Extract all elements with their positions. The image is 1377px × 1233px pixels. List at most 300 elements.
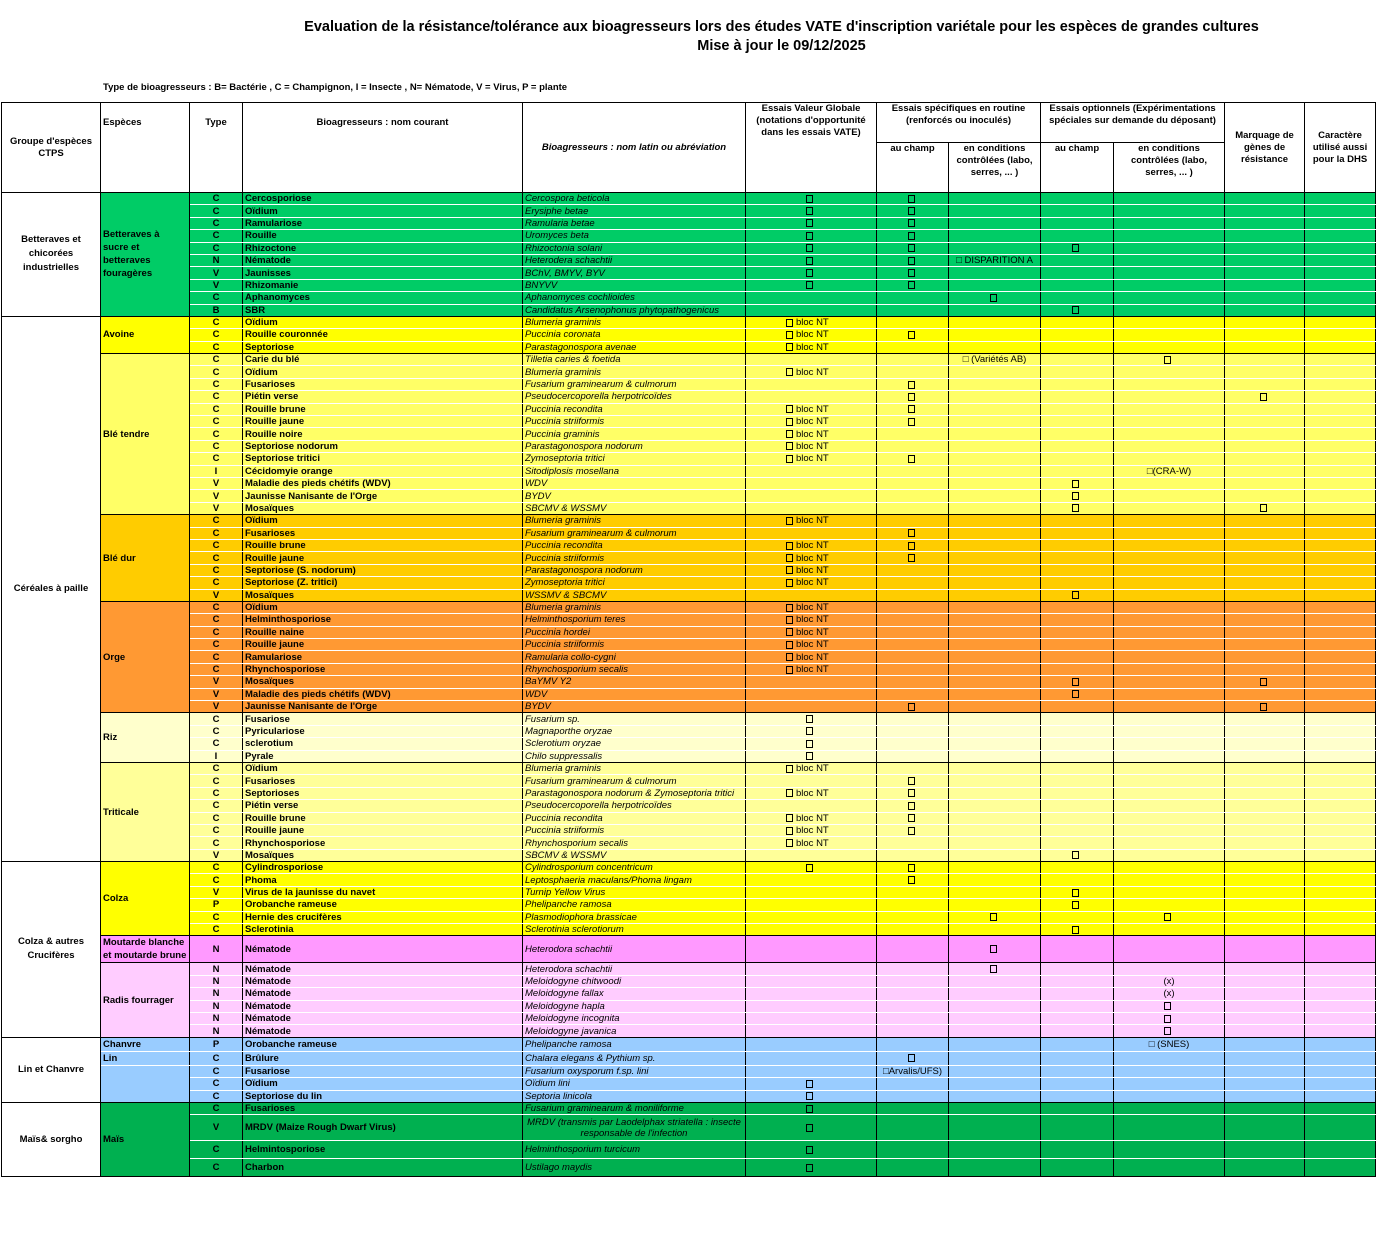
dhs-cell	[1305, 862, 1376, 874]
spec-conditions-cell	[949, 738, 1041, 750]
valeur-globale-cell	[746, 279, 877, 291]
opt-champ-cell	[1041, 453, 1114, 465]
common-name-cell: Nématode	[243, 254, 523, 266]
type-cell: C	[190, 217, 243, 229]
checkbox-icon	[806, 864, 813, 872]
latin-name-cell: Meloidogyne javanica	[523, 1025, 746, 1037]
type-cell: C	[190, 626, 243, 638]
type-cell: C	[190, 762, 243, 774]
common-name-cell: Charbon	[243, 1159, 523, 1177]
dhs-cell	[1305, 527, 1376, 539]
spec-champ-cell	[877, 701, 949, 713]
checkbox-icon	[786, 343, 793, 351]
checkbox-icon	[786, 814, 793, 822]
opt-champ-cell	[1041, 911, 1114, 923]
checkbox-icon	[786, 579, 793, 587]
dhs-cell	[1305, 490, 1376, 502]
type-cell: C	[190, 577, 243, 589]
marquage-cell	[1225, 676, 1305, 688]
dhs-cell	[1305, 453, 1376, 465]
type-cell: C	[190, 515, 243, 527]
checkbox-icon	[1260, 504, 1267, 512]
spec-conditions-cell	[949, 577, 1041, 589]
opt-champ-cell	[1041, 527, 1114, 539]
latin-name-cell: Puccinia hordei	[523, 626, 746, 638]
species-cell: Blé dur	[101, 515, 190, 602]
spec-conditions-cell	[949, 862, 1041, 874]
opt-champ-cell	[1041, 465, 1114, 477]
spec-conditions-cell	[949, 762, 1041, 774]
latin-name-cell: Meloidogyne fallax	[523, 988, 746, 1000]
marquage-cell	[1225, 862, 1305, 874]
species-cell: Moutarde blanche et moutarde brune	[101, 936, 190, 963]
opt-champ-cell	[1041, 701, 1114, 713]
spec-conditions-cell	[949, 1102, 1041, 1114]
spec-champ-cell	[877, 527, 949, 539]
type-cell: C	[190, 725, 243, 737]
dhs-cell	[1305, 329, 1376, 341]
opt-conditions-cell	[1114, 936, 1225, 963]
valeur-globale-cell	[746, 886, 877, 898]
spec-champ-cell	[877, 911, 949, 923]
dhs-cell	[1305, 254, 1376, 266]
table-row	[2, 1051, 1376, 1065]
checkbox-icon	[806, 232, 813, 240]
latin-name-cell: Fusarium graminearum & moniliforme	[523, 1102, 746, 1114]
spec-champ-cell	[877, 1159, 949, 1177]
marquage-cell	[1225, 1025, 1305, 1037]
table-row	[2, 552, 1376, 564]
common-name-cell: Mosaïques	[243, 502, 523, 514]
type-cell: C	[190, 614, 243, 626]
latin-name-cell: BaYMV Y2	[523, 676, 746, 688]
dhs-cell	[1305, 713, 1376, 725]
common-name-cell: Jaunisse Nanisante de l'Orge	[243, 701, 523, 713]
opt-champ-cell	[1041, 1000, 1114, 1012]
opt-conditions-cell	[1114, 988, 1225, 1000]
type-cell: C	[190, 1102, 243, 1114]
opt-conditions-cell	[1114, 639, 1225, 651]
col-marquage: Marquage de gènes de résistance	[1225, 103, 1305, 193]
type-cell: C	[190, 292, 243, 304]
latin-name-cell: Sitodiplosis mosellana	[523, 465, 746, 477]
marquage-cell	[1225, 963, 1305, 975]
spec-conditions-cell	[949, 713, 1041, 725]
checkbox-icon	[908, 1054, 915, 1062]
dhs-cell	[1305, 651, 1376, 663]
spec-conditions-cell	[949, 440, 1041, 452]
checkbox-icon	[1072, 306, 1079, 314]
type-cell: C	[190, 416, 243, 428]
marquage-cell	[1225, 936, 1305, 963]
type-cell: N	[190, 975, 243, 987]
opt-champ-cell	[1041, 812, 1114, 824]
type-cell: C	[190, 316, 243, 328]
type-cell: C	[190, 378, 243, 390]
table-row	[2, 1090, 1376, 1102]
latin-name-cell: Rhynchosporium secalis	[523, 663, 746, 675]
dhs-cell	[1305, 1013, 1376, 1025]
table-row	[2, 762, 1376, 774]
checkbox-icon	[1260, 703, 1267, 711]
mark-text: bloc NT	[796, 564, 829, 576]
spec-conditions-cell	[949, 329, 1041, 341]
col-opt-conditions: en conditions contrôlées (labo, serres, ... )	[1114, 143, 1225, 193]
spec-champ-cell	[877, 676, 949, 688]
spec-conditions-cell	[949, 1013, 1041, 1025]
common-name-cell: Piétin verse	[243, 800, 523, 812]
valeur-globale-cell	[746, 477, 877, 489]
valeur-globale-cell	[746, 713, 877, 725]
checkbox-icon	[1072, 591, 1079, 599]
common-name-cell: Helmintosporiose	[243, 1141, 523, 1159]
document-title	[0, 18, 1377, 56]
common-name-cell: Septoriose	[243, 341, 523, 353]
marquage-cell	[1225, 564, 1305, 576]
checkbox-icon	[908, 529, 915, 537]
opt-champ-cell	[1041, 366, 1114, 378]
common-name-cell: Sclerotinia	[243, 924, 523, 936]
common-name-cell: Jaunisses	[243, 267, 523, 279]
col-nom-courant: Bioagresseurs : nom courant	[243, 103, 523, 193]
common-name-cell: Rouille jaune	[243, 416, 523, 428]
table-row	[2, 1025, 1376, 1037]
spec-champ-cell	[877, 775, 949, 787]
common-name-cell: Mosaïques	[243, 849, 523, 861]
table-row	[2, 453, 1376, 465]
checkbox-icon	[908, 244, 915, 252]
latin-name-cell: Candidatus Arsenophonus phytopathogenicus	[523, 304, 746, 316]
opt-conditions-cell	[1114, 800, 1225, 812]
type-cell: N	[190, 936, 243, 963]
spec-champ-cell	[877, 1000, 949, 1012]
valeur-globale-cell	[746, 564, 877, 576]
opt-conditions-cell	[1114, 1115, 1225, 1141]
dhs-cell	[1305, 688, 1376, 700]
group-cell: Colza & autres Crucifères	[2, 862, 101, 1038]
opt-conditions-cell	[1114, 292, 1225, 304]
table-row	[2, 329, 1376, 341]
opt-conditions-cell	[1114, 490, 1225, 502]
common-name-cell: Cylindrosporiose	[243, 862, 523, 874]
opt-champ-cell	[1041, 762, 1114, 774]
table-row	[2, 676, 1376, 688]
valeur-globale-cell	[746, 292, 877, 304]
spec-conditions-cell	[949, 378, 1041, 390]
marquage-cell	[1225, 465, 1305, 477]
dhs-cell	[1305, 304, 1376, 316]
valeur-globale-cell	[746, 988, 877, 1000]
common-name-cell: Brûlure	[243, 1051, 523, 1065]
marquage-cell	[1225, 292, 1305, 304]
latin-name-cell: Blumeria graminis	[523, 515, 746, 527]
table-row	[2, 975, 1376, 987]
valeur-globale-cell	[746, 614, 877, 626]
table-row	[2, 440, 1376, 452]
type-cell: C	[190, 539, 243, 551]
type-cell: C	[190, 564, 243, 576]
opt-champ-cell	[1041, 292, 1114, 304]
marquage-cell	[1225, 701, 1305, 713]
checkbox-icon	[806, 1146, 813, 1154]
spec-champ-cell	[877, 193, 949, 205]
dhs-cell	[1305, 874, 1376, 886]
opt-conditions-cell	[1114, 341, 1225, 353]
latin-name-cell: BChV, BMYV, BYV	[523, 267, 746, 279]
valeur-globale-cell	[746, 304, 877, 316]
opt-conditions-cell	[1114, 391, 1225, 403]
common-name-cell: Hernie des crucifères	[243, 911, 523, 923]
marquage-cell	[1225, 899, 1305, 911]
resistance-table	[1, 102, 1376, 1177]
spec-conditions-cell	[949, 750, 1041, 762]
spec-conditions-cell	[949, 886, 1041, 898]
type-cell: I	[190, 465, 243, 477]
type-cell: C	[190, 713, 243, 725]
mark-text: bloc NT	[796, 763, 829, 775]
opt-conditions-cell	[1114, 924, 1225, 936]
table-row	[2, 477, 1376, 489]
common-name-cell: Rhynchosporiose	[243, 663, 523, 675]
opt-champ-cell	[1041, 899, 1114, 911]
table-row	[2, 341, 1376, 353]
dhs-cell	[1305, 366, 1376, 378]
type-cell: V	[190, 676, 243, 688]
latin-name-cell: Phelipanche ramosa	[523, 899, 746, 911]
dhs-cell	[1305, 988, 1376, 1000]
type-cell: C	[190, 428, 243, 440]
opt-conditions-cell	[1114, 279, 1225, 291]
valeur-globale-cell	[746, 453, 877, 465]
spec-conditions-cell	[949, 1115, 1041, 1141]
opt-conditions-cell	[1114, 527, 1225, 539]
mark-text: bloc NT	[796, 540, 829, 552]
opt-champ-cell	[1041, 988, 1114, 1000]
spec-champ-cell	[877, 1115, 949, 1141]
spec-champ-cell	[877, 1065, 949, 1077]
valeur-globale-cell	[746, 725, 877, 737]
opt-conditions-cell	[1114, 1013, 1225, 1025]
opt-conditions-cell	[1114, 676, 1225, 688]
spec-champ-cell	[877, 292, 949, 304]
spec-conditions-cell	[949, 911, 1041, 923]
latin-name-cell: Meloidogyne hapla	[523, 1000, 746, 1012]
marquage-cell	[1225, 1013, 1305, 1025]
checkbox-icon	[908, 381, 915, 389]
dhs-cell	[1305, 676, 1376, 688]
checkbox-icon	[786, 319, 793, 327]
spec-conditions-cell	[949, 676, 1041, 688]
marquage-cell	[1225, 775, 1305, 787]
valeur-globale-cell	[746, 812, 877, 824]
opt-champ-cell	[1041, 354, 1114, 366]
checkbox-icon	[1260, 678, 1267, 686]
common-name-cell: Septoriose (Z. tritici)	[243, 577, 523, 589]
marquage-cell	[1225, 316, 1305, 328]
spec-conditions-cell	[949, 316, 1041, 328]
spec-conditions-cell	[949, 975, 1041, 987]
latin-name-cell: Oïdium lini	[523, 1078, 746, 1090]
common-name-cell: Mosaïques	[243, 676, 523, 688]
type-cell: N	[190, 254, 243, 266]
spec-conditions-cell	[949, 1000, 1041, 1012]
spec-champ-cell	[877, 1037, 949, 1051]
checkbox-icon	[786, 604, 793, 612]
spec-champ-cell	[877, 589, 949, 601]
latin-name-cell: Tilletia caries & foetida	[523, 354, 746, 366]
opt-champ-cell	[1041, 329, 1114, 341]
opt-conditions-cell	[1114, 725, 1225, 737]
spec-conditions-cell	[949, 725, 1041, 737]
checkbox-icon	[806, 715, 813, 723]
latin-name-cell: Cylindrosporium concentricum	[523, 862, 746, 874]
type-legend: Type de bioagresseurs : B= Bactérie , C = Champignon, I = Insecte , N= Nématode, V = Virus, P = plante	[103, 82, 568, 93]
opt-champ-cell	[1041, 589, 1114, 601]
spec-champ-cell	[877, 787, 949, 799]
type-cell: C	[190, 775, 243, 787]
opt-conditions-cell	[1114, 701, 1225, 713]
latin-name-cell: Puccinia recondita	[523, 539, 746, 551]
table-row	[2, 787, 1376, 799]
type-cell: V	[190, 589, 243, 601]
spec-conditions-cell	[949, 416, 1041, 428]
spec-conditions-cell	[949, 1037, 1041, 1051]
type-cell: C	[190, 1065, 243, 1077]
checkbox-icon	[1072, 244, 1079, 252]
valeur-globale-cell	[746, 1065, 877, 1077]
opt-conditions-cell	[1114, 1159, 1225, 1177]
valeur-globale-cell	[746, 824, 877, 836]
common-name-cell: Mosaïques	[243, 589, 523, 601]
dhs-cell	[1305, 341, 1376, 353]
spec-conditions-cell	[949, 403, 1041, 415]
valeur-globale-cell	[746, 701, 877, 713]
checkbox-icon	[806, 1105, 813, 1113]
common-name-cell: Ramulariose	[243, 217, 523, 229]
latin-name-cell: BYDV	[523, 701, 746, 713]
group-cell: Lin et Chanvre	[2, 1037, 101, 1102]
species-cell: Riz	[101, 713, 190, 763]
marquage-cell	[1225, 490, 1305, 502]
type-cell: B	[190, 304, 243, 316]
valeur-globale-cell	[746, 688, 877, 700]
latin-name-cell: Meloidogyne incognita	[523, 1013, 746, 1025]
common-name-cell: Nématode	[243, 963, 523, 975]
dhs-cell	[1305, 886, 1376, 898]
dhs-cell	[1305, 1037, 1376, 1051]
spec-champ-cell	[877, 378, 949, 390]
table-row	[2, 490, 1376, 502]
latin-name-cell: Helminthosporium teres	[523, 614, 746, 626]
valeur-globale-cell	[746, 1078, 877, 1090]
spec-conditions-cell	[949, 354, 1041, 366]
dhs-cell	[1305, 539, 1376, 551]
species-cell: Radis fourrager	[101, 963, 190, 1037]
checkbox-icon	[1164, 913, 1171, 921]
checkbox-icon	[806, 219, 813, 227]
valeur-globale-cell	[746, 936, 877, 963]
table-row	[2, 416, 1376, 428]
dhs-cell	[1305, 1000, 1376, 1012]
table-row	[2, 378, 1376, 390]
dhs-cell	[1305, 762, 1376, 774]
spec-conditions-cell	[949, 775, 1041, 787]
opt-champ-cell	[1041, 676, 1114, 688]
dhs-cell	[1305, 1025, 1376, 1037]
common-name-cell: Rouille	[243, 230, 523, 242]
dhs-cell	[1305, 230, 1376, 242]
table-row	[2, 614, 1376, 626]
valeur-globale-cell	[746, 1159, 877, 1177]
latin-name-cell: BNYVV	[523, 279, 746, 291]
opt-champ-cell	[1041, 230, 1114, 242]
table-row	[2, 874, 1376, 886]
opt-conditions-cell	[1114, 1025, 1225, 1037]
opt-champ-cell	[1041, 750, 1114, 762]
table-row	[2, 564, 1376, 576]
marquage-cell	[1225, 988, 1305, 1000]
checkbox-icon	[1072, 504, 1079, 512]
type-cell: N	[190, 963, 243, 975]
mark-text: bloc NT	[796, 341, 829, 353]
opt-conditions-cell	[1114, 899, 1225, 911]
opt-conditions-cell	[1114, 564, 1225, 576]
latin-name-cell: Turnip Yellow Virus	[523, 886, 746, 898]
opt-champ-cell	[1041, 614, 1114, 626]
table-row	[2, 988, 1376, 1000]
valeur-globale-cell	[746, 639, 877, 651]
dhs-cell	[1305, 1159, 1376, 1177]
spec-conditions-cell	[949, 639, 1041, 651]
type-cell: C	[190, 366, 243, 378]
opt-champ-cell	[1041, 577, 1114, 589]
dhs-cell	[1305, 824, 1376, 836]
opt-conditions-cell	[1114, 762, 1225, 774]
spec-champ-cell	[877, 539, 949, 551]
opt-conditions-cell	[1114, 193, 1225, 205]
marquage-cell	[1225, 552, 1305, 564]
latin-name-cell: Meloidogyne chitwoodi	[523, 975, 746, 987]
valeur-globale-cell	[746, 465, 877, 477]
marquage-cell	[1225, 837, 1305, 849]
spec-conditions-cell	[949, 963, 1041, 975]
table-row	[2, 577, 1376, 589]
common-name-cell: Maladie des pieds chétifs (WDV)	[243, 688, 523, 700]
marquage-cell	[1225, 812, 1305, 824]
table-row	[2, 812, 1376, 824]
species-cell: Betteraves à sucre et betteraves fouragères	[101, 193, 190, 317]
common-name-cell: Nématode	[243, 988, 523, 1000]
type-cell: P	[190, 899, 243, 911]
table-row	[2, 1141, 1376, 1159]
mark-text: bloc NT	[796, 787, 829, 799]
type-cell: C	[190, 862, 243, 874]
valeur-globale-cell	[746, 391, 877, 403]
mark-text: (x)	[1163, 976, 1175, 988]
checkbox-icon	[908, 455, 915, 463]
latin-name-cell: Septoria linicola	[523, 1090, 746, 1102]
dhs-cell	[1305, 564, 1376, 576]
valeur-globale-cell	[746, 403, 877, 415]
checkbox-icon	[908, 331, 915, 339]
dhs-cell	[1305, 378, 1376, 390]
latin-name-cell: Zymoseptoria tritici	[523, 453, 746, 465]
latin-name-cell: Blumeria graminis	[523, 366, 746, 378]
opt-champ-cell	[1041, 787, 1114, 799]
spec-champ-cell	[877, 316, 949, 328]
checkbox-icon	[806, 1164, 813, 1172]
checkbox-icon	[1072, 926, 1079, 934]
